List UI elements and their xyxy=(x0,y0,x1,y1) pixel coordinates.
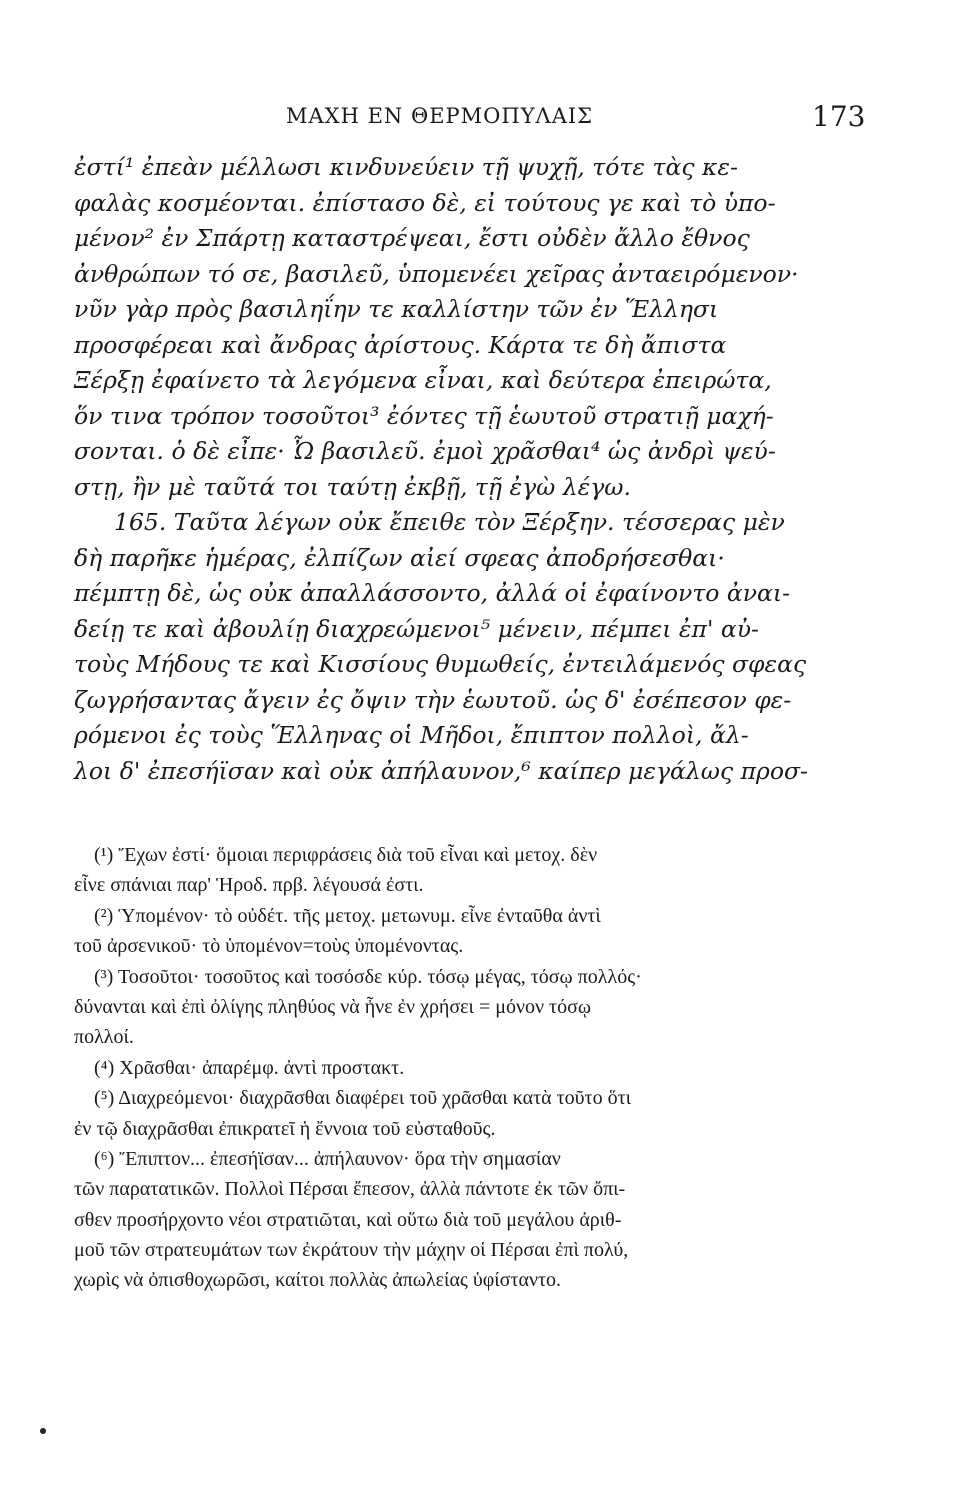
text-line: ὅν τινα τρόπον τοσοῦτοι³ ἐόντες τῇ ἑωυτοῦ στρατιῇ μαχή- xyxy=(74,401,774,430)
text-line: πέμπτῃ δὲ, ὡς οὐκ ἀπαλλάσσοντο, ἀλλά οἱ ἐφαίνοντο ἀναι- xyxy=(74,579,791,607)
footnotes xyxy=(74,840,878,1296)
text-line: ζωγρήσαντας ἄγειν ἐς ὄψιν τὴν ἑωυτοῦ. ὡς δ' ἐσέπεσον φε- xyxy=(74,685,792,714)
main-text xyxy=(74,150,878,789)
footnote-6: (⁶) Ἔπιπτον... ἐπεσήϊσαν... ἀπήλαυνον· ὅρα τὴν σημασίαν xyxy=(94,1147,561,1170)
text-line: Ξέρξῃ ἐφαίνετο τὰ λεγόμενα εἶναι, καὶ δεύτερα ἐπειρώτα, xyxy=(74,366,772,394)
text-line: φαλὰς κοσμέονται. ἐπίστασο δὲ, εἰ τούτους γε καὶ τὸ ὑπο- xyxy=(74,188,776,217)
footnote-5: (⁵) Διαχρεόμενοι· διαχρᾶσθαι διαφέρει τοῦ χρᾶσθαι κατὰ τοῦτο ὅτι xyxy=(94,1087,631,1110)
footnote-line: ἐν τῷ διαχρᾶσθαι ἐπικρατεῖ ἡ ἔννοια τοῦ εὐσταθοῦς. xyxy=(74,1117,496,1140)
text-line: σονται. ὁ δὲ εἶπε· Ὦ βασιλεῦ. ἐμοὶ χρᾶσθαι⁴ ὡς ἀνδρὶ ψεύ- xyxy=(74,437,776,465)
footnote-2: (²) Ὑπομένον· τὸ οὐδέτ. τῆς μετοχ. μετωνυμ. εἶνε ἐνταῦθα ἀντὶ xyxy=(94,904,601,927)
footnote-line: χωρὶς νὰ ὀπισθοχωρῶσι, καίτοι πολλὰς ἀπωλείας ὑφίσταντο. xyxy=(74,1269,562,1292)
ink-speck xyxy=(40,1428,46,1434)
text-line: ἐστί¹ ἐπεὰν μέλλωσι κινδυνεύειν τῇ ψυχῇ, τότε τὰς κε- xyxy=(74,153,738,181)
text-line: ἀνθρώπων τό σε, βασιλεῦ, ὑπομενέει χεῖρας ἀνταειρόμενον· xyxy=(74,259,799,288)
section-165-start: 165. Ταῦτα λέγων οὐκ ἔπειθε τὸν Ξέρξην. τέσσερας μὲν xyxy=(114,508,785,536)
footnote-3: (³) Τοσοῦτοι· τοσοῦτος καὶ τοσόσδε κύρ. τόσῳ μέγας, τόσῳ πολλός· xyxy=(94,965,642,988)
page-header xyxy=(0,100,969,140)
text-line: δὴ παρῆκε ἡμέρας, ἐλπίζων αἰεί σφεας ἀποδρήσεσθαι· xyxy=(74,543,725,572)
text-line: νῦν γὰρ πρὸς βασιληΐην τε καλλίστην τῶν ἐν Ἕλλησι xyxy=(74,295,719,323)
footnote-line: δύνανται καὶ ἐπὶ ὀλίγης πληθύος νὰ ἦνε ἐν χρήσει = μόνον τόσῳ xyxy=(74,995,592,1018)
text-line: ρόμενοι ἐς τοὺς Ἕλληνας οἱ Μῆδοι, ἔπιπτον πολλοὶ, ἄλ- xyxy=(74,721,749,749)
text-line: μένον² ἐν Σπάρτῃ καταστρέψεαι, ἔστι οὐδὲν ἄλλο ἔθνος xyxy=(74,224,750,252)
running-title: ΜΑΧΗ ΕΝ ΘΕΡΜΟΠΥΛΑΙΣ xyxy=(286,104,594,128)
footnote-line: τοῦ ἀρσενικοῦ· τὸ ὑπομένον=τοὺς ὑπομένοντας. xyxy=(74,935,464,958)
footnote-line: πολλοί. xyxy=(74,1026,134,1049)
text-line: τοὺς Μήδους τε καὶ Κισσίους θυμωθείς, ἐντειλάμενός σφεας xyxy=(74,650,807,678)
footnote-4: (⁴) Χρᾶσθαι· ἀπαρέμφ. ἀντὶ προστακτ. xyxy=(94,1056,405,1079)
text-line: λοι δ' ἐπεσήϊσαν καὶ οὐκ ἀπήλαυνον,⁶ καίπερ μεγάλως προσ- xyxy=(74,756,808,785)
text-line: προσφέρεαι καὶ ἄνδρας ἀρίστους. Κάρτα τε δὴ ἄπιστα xyxy=(74,330,727,359)
footnote-1: (¹) Ἔχων ἐστί· ὅμοιαι περιφράσεις διὰ τοῦ εἶναι καὶ μετοχ. δὲν xyxy=(94,844,598,866)
footnote-line: τῶν παρατατικῶν. Πολλοὶ Πέρσαι ἔπεσον, ἀλλὰ πάντοτε ἐκ τῶν ὄπι- xyxy=(74,1178,626,1201)
footnote-line: εἶνε σπάνιαι παρ' Ἡροδ. πρβ. λέγουσά ἐστι. xyxy=(74,874,424,897)
text-line: στῃ, ἢν μὲ ταῦτά τοι ταύτῃ ἐκβῇ, τῇ ἐγὼ λέγω. xyxy=(74,472,631,501)
footnote-line: μοῦ τῶν στρατευμάτων των ἐκράτουν τὴν μάχην οἱ Πέρσαι ἐπὶ πολύ, xyxy=(74,1239,629,1262)
footnote-line: σθεν προσήρχοντο νέοι στρατιῶται, καὶ οὕτω διὰ τοῦ μεγάλου ἀριθ- xyxy=(74,1208,622,1231)
page-number: 173 xyxy=(812,100,866,133)
text-line: δείῃ τε καὶ ἀβουλίῃ διαχρεώμενοι⁵ μένειν, πέμπει ἐπ' αὐ- xyxy=(74,614,759,643)
